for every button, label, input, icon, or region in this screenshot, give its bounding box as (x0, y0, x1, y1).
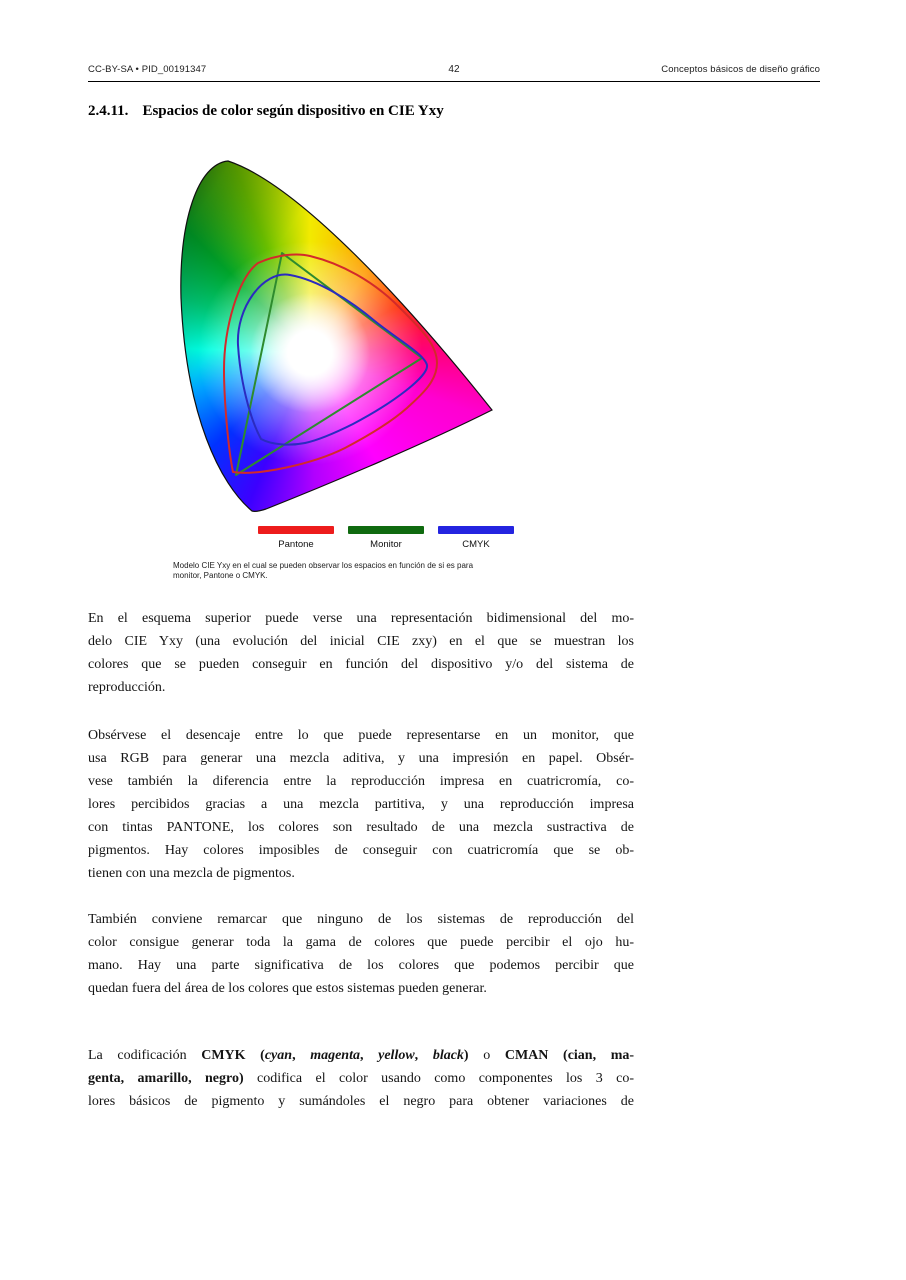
cie-figure (88, 158, 648, 588)
figure-caption (173, 561, 521, 581)
text-line: color consigue generar toda la gama de colores que puede percibir el ojo hu- (88, 935, 634, 950)
text-line: En el esquema superior puede verse una representación bidimensional del mo- (88, 611, 634, 626)
text-line: tienen con una mezcla de pigmentos. (88, 866, 295, 881)
paragraph-4 (88, 1044, 634, 1113)
text-line: mano. Hay una parte significativa de los colores que podemos percibir que (88, 958, 634, 973)
header-page-number: 42 (448, 64, 460, 75)
text-line: usa RGB para generar una mezcla aditiva, y una impresión en papel. Obsér- (88, 751, 634, 766)
legend-label-monitor: Monitor (370, 539, 402, 550)
monitor-gamut-outline (236, 253, 422, 475)
paragraph-2 (88, 724, 634, 885)
header-course-title: Conceptos básicos de diseño gráfico (661, 64, 821, 75)
body-text (88, 607, 634, 1113)
gamut-overlays-svg (178, 158, 508, 518)
legend-label-pantone: Pantone (278, 539, 314, 550)
cie-diagram (178, 158, 508, 518)
legend-color-bar-monitor (348, 526, 424, 534)
text-line: genta, amarillo, negro) codifica el color usando como componentes los 3 co- (88, 1071, 634, 1086)
text-line: quedan fuera del área de los colores que estos sistemas pueden generar. (88, 981, 487, 996)
text-line: Obsérvese el desencaje entre lo que puede representarse en un monitor, que (88, 728, 634, 743)
text-line: con tintas PANTONE, los colores son resultado de una mezcla sustractiva de (88, 820, 634, 835)
page-header (88, 64, 820, 82)
text-line: lores básicos de pigmento y sumándoles el negro para obtener variaciones de (88, 1094, 634, 1109)
section-heading-2-4-11 (88, 103, 444, 120)
caption-line: Modelo CIE Yxy en el cual se pueden observar los espacios en función de si es para (173, 561, 474, 570)
text-line: colores que se pueden conseguir en función del dispositivo y/o del sistema de (88, 657, 634, 672)
legend-label-cmyk: CMYK (462, 539, 490, 550)
legend-item-pantone (258, 526, 334, 550)
section-title: Espacios de color según dispositivo en CIE Yxy (142, 103, 444, 119)
text-line: También conviene remarcar que ninguno de los sistemas de reproducción del (88, 912, 634, 927)
legend-color-bar-pantone (258, 526, 334, 534)
pantone-gamut-outline (224, 254, 437, 472)
text-line: pigmentos. Hay colores imposibles de conseguir con cuatricromía que se ob- (88, 843, 634, 858)
figure-legend (258, 526, 514, 550)
text-line: lores percibidos gracias a una mezcla partitiva, y una reproducción impresa (88, 797, 634, 812)
header-license: CC-BY-SA • PID_00191347 (88, 64, 207, 75)
text-line: La codificación CMYK (cyan, magenta, yellow, black) o CMAN (cian, ma- (88, 1048, 635, 1063)
legend-item-monitor (348, 526, 424, 550)
text-line: reproducción. (88, 680, 166, 695)
legend-item-cmyk (438, 526, 514, 550)
text-line: delo CIE Yxy (una evolución del inicial CIE zxy) en el que se muestran los (88, 634, 634, 649)
legend-color-bar-cmyk (438, 526, 514, 534)
paragraph-3 (88, 908, 634, 1000)
caption-line: monitor, Pantone o CMYK. (173, 571, 268, 580)
text-line: vese también la diferencia entre la reproducción impresa en cuatricromía, co- (88, 774, 634, 789)
paragraph-1 (88, 607, 634, 699)
section-number: 2.4.11. (88, 103, 129, 119)
